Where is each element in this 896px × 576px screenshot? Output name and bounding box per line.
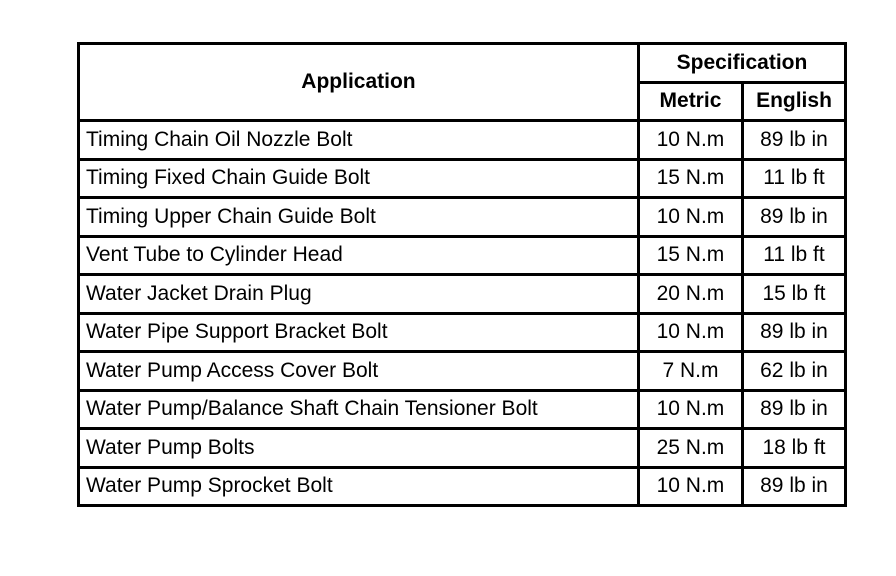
english-cell: 15 lb ft (742, 275, 845, 314)
metric-cell: 10 N.m (638, 313, 742, 352)
english-cell: 18 lb ft (742, 429, 845, 468)
english-cell: 89 lb in (742, 467, 845, 506)
table-row (79, 198, 846, 237)
table-row (79, 236, 846, 275)
header-row-top (79, 44, 846, 83)
fastener-spec-table (77, 42, 847, 507)
english-cell: 89 lb in (742, 198, 845, 237)
english-cell: 89 lb in (742, 390, 845, 429)
application-cell: Water Jacket Drain Plug (79, 275, 639, 314)
application-cell: Water Pump Sprocket Bolt (79, 467, 639, 506)
metric-cell: 15 N.m (638, 236, 742, 275)
metric-cell: 25 N.m (638, 429, 742, 468)
application-cell: Vent Tube to Cylinder Head (79, 236, 639, 275)
metric-cell: 20 N.m (638, 275, 742, 314)
metric-header: Metric (638, 82, 742, 121)
table-row (79, 121, 846, 160)
english-cell: 11 lb ft (742, 159, 845, 198)
specification-header: Specification (638, 44, 845, 83)
metric-cell: 7 N.m (638, 352, 742, 391)
application-cell: Water Pump Access Cover Bolt (79, 352, 639, 391)
table-header (79, 44, 846, 121)
english-cell: 62 lb in (742, 352, 845, 391)
application-cell: Water Pump/Balance Shaft Chain Tensioner Bolt (79, 390, 639, 429)
table-row (79, 429, 846, 468)
metric-cell: 10 N.m (638, 198, 742, 237)
application-header: Application (79, 44, 639, 121)
table-row (79, 352, 846, 391)
metric-cell: 10 N.m (638, 390, 742, 429)
english-header: English (742, 82, 845, 121)
metric-cell: 15 N.m (638, 159, 742, 198)
metric-cell: 10 N.m (638, 467, 742, 506)
table-row (79, 467, 846, 506)
metric-cell: 10 N.m (638, 121, 742, 160)
table-row (79, 390, 846, 429)
table-row (79, 159, 846, 198)
english-cell: 89 lb in (742, 121, 845, 160)
english-cell: 11 lb ft (742, 236, 845, 275)
table-row (79, 313, 846, 352)
english-cell: 89 lb in (742, 313, 845, 352)
application-cell: Timing Upper Chain Guide Bolt (79, 198, 639, 237)
application-cell: Timing Fixed Chain Guide Bolt (79, 159, 639, 198)
application-cell: Timing Chain Oil Nozzle Bolt (79, 121, 639, 160)
table-body (79, 121, 846, 506)
application-cell: Water Pipe Support Bracket Bolt (79, 313, 639, 352)
table-row (79, 275, 846, 314)
application-cell: Water Pump Bolts (79, 429, 639, 468)
